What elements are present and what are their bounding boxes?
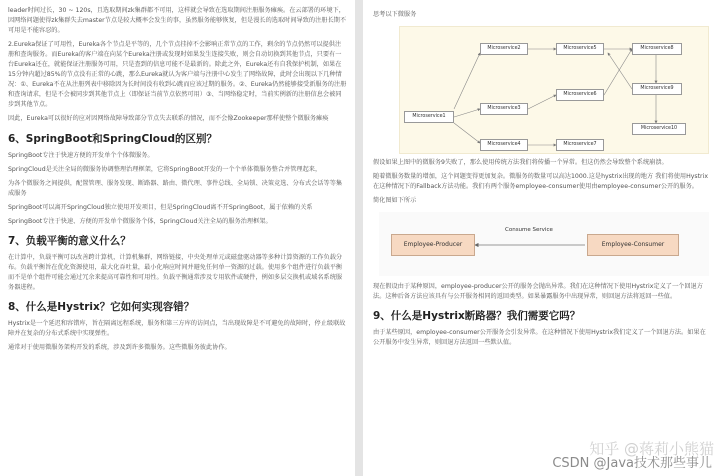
microservice-node: Microservice5	[556, 43, 604, 55]
paragraph: 简化图如下所示	[373, 197, 417, 205]
microservice-node: Microservice1	[404, 111, 454, 123]
producer-consumer-diagram	[379, 212, 709, 276]
paragraph: leader时间过长，30 ~ 120s，且选取期间zk集群都不可用，这样就会导致在选取期间注册服务瘫痪。在云部署的环境下，因网络问题使得zk集群失去master节点是较大概率会发生的事，虽然服务能够恢复，但是漫长的选取时间导致的注册长期不可用是不能容忍的。	[8, 7, 347, 35]
microservice-node: Microservice4	[480, 139, 528, 151]
employee-consumer-box: Employee-Consumer	[587, 234, 679, 256]
paragraph: SpringCloud是关注全局的微服务协调整理治理框架，它将SpringBoot开发的一个个单体微服务整合并管理起来，	[8, 165, 322, 173]
section-heading-9: 9、什么是Hystrix断路器？我们需要它吗？	[373, 310, 581, 323]
microservice-node: Microservice2	[480, 43, 528, 55]
paragraph: SpringBoot可以离开SpringCloud独立使用开发项目，但是SpringCloud离不开SpringBoot，属于依赖的关系	[8, 203, 313, 211]
paragraph: 在计算中，负载平衡可以改善跨计算机，计算机集群，网络链接，中央处理单元或磁盘驱动器等多种计算资源的工作负载分布。负载平衡旨在优化资源使用，最大化吞吐量，最小化响应时间并避免任何单一资源的过载。使用多个组件进行负载平衡而不是单个组件可能会通过冗余来提高可靠性和可用性。负载平衡通常涉及专用软件或硬件，例如多层交换机或域名系统服务器进程。	[8, 253, 343, 291]
paragraph: SpringBoot专注于快速方便的开发单个个体微服务。	[8, 151, 154, 159]
paragraph: 通常对于使用微服务架构开发的系统，涉及到许多微服务。这些微服务彼此协作。	[8, 344, 231, 352]
microservice-node: Microservice10	[632, 123, 686, 135]
paragraph: Hystrix是一个延迟和容错库，旨在隔离远程系统，服务和第三方库的访问点，当出现故障是不可避免的故障时，停止级联故障并在复杂的分布式系统中实现弹性。	[8, 319, 346, 338]
paragraph: 为各个微服务之间提供，配置管理、服务发现、断路器、路由、微代理、事件总线、全局锁、决策竞选、分布式会话等等集成服务	[8, 179, 343, 197]
section-heading-8: 8、什么是Hystrix？它如何实现容错？	[8, 300, 195, 313]
page-gutter	[355, 0, 363, 476]
microservice-node: Microservice3	[480, 103, 528, 115]
right-page	[363, 0, 720, 476]
paragraph: 思考以下微服务	[373, 11, 417, 18]
microservice-diagram	[399, 26, 709, 154]
csdn-watermark: CSDN @Java技术那些事儿	[552, 456, 712, 471]
employee-producer-box: Employee-Producer	[391, 234, 475, 256]
microservice-node: Microservice6	[556, 89, 604, 101]
section-heading-6: 6、SpringBoot和SpringCloud的区别？	[8, 132, 217, 145]
paragraph: 随着微服务数量的增加，这个问题变得更加复杂。微服务的数量可以高达1000.这是hystrix出现的地方 我们将使用Hystrix在这种情况下的Fallback方法功能。我们有两个服务employee-consumer使用由employee-consumer公开的服务。	[373, 173, 708, 191]
section-heading-7: 7、负载平衡的意义什么？	[8, 234, 131, 247]
microservice-node: Microservice9	[632, 83, 682, 95]
microservice-node: Microservice8	[632, 43, 682, 55]
left-page	[0, 0, 355, 476]
paragraph: 2.Eureka保证了可用性，Eureka各个节点是平等的，几个节点挂掉不会影响正常节点的工作，剩余的节点仍然可以提供注册和查询服务。而Eureka的客户端在向某个Eureka注册或发现时如果发生连接失败，则会自动切换到其他节点，只要有一台Eureka还在，就能保证注册服务可用，只是查到的信息可能不是最新的。除此之外，Eureka还有自我保护机制，如果在15分钟内超过85%的节点没有正常的心跳，那么Eureka就认为客户端与注册中心发生了网络故障，此时会出现以下几种情况：①、Eureka不在从注册列表中移除因为长时间没有收到心跳而应该过期的服务。②、Eureka仍然能够接受新服务的注册和查询请求，但是不会被同步到其他节点上（即保证当前节点依然可用）③、当网络稳定时，当前实例新的注册信息会被同步到其他节点。	[8, 41, 347, 109]
paragraph: 因此，Eureka可以很好的应对因网络故障导致部分节点失去联系的情况，而不会像Zookeeper那样使整个微服务瘫痪	[8, 115, 329, 123]
zhihu-watermark: 知乎 @蒋莉小熊猫	[589, 440, 714, 458]
paragraph: 假设如果上图中的微服务9失败了，那么使用传统方法我们将传播一个异常。但这仍然会导致整个系统崩溃。	[373, 159, 668, 167]
microservice-node: Microservice7	[556, 139, 604, 151]
paragraph: SpringBoot专注于快速、方便的开发单个微服务个体，SpringCloud关注全局的服务治理框架。	[8, 217, 272, 225]
consume-service-label: Consume Service	[505, 227, 553, 234]
paragraph: 由于某些原因，employee-consumer公开服务会引发异常。在这种情况下使用Hystrix我们定义了一个回退方法。如果在公开服务中发生异常，则回退方法返回一些默认值。	[373, 329, 706, 347]
paragraph: 现在假设由于某种原因，employee-producer公开的服务会抛出异常。我们在这种情况下使用Hystrix定义了一个回退方法。这种后备方法应该具有与公开服务相同的返回类型。如果暴露服务中出现异常，则回退方法将返回一些值。	[373, 283, 703, 301]
